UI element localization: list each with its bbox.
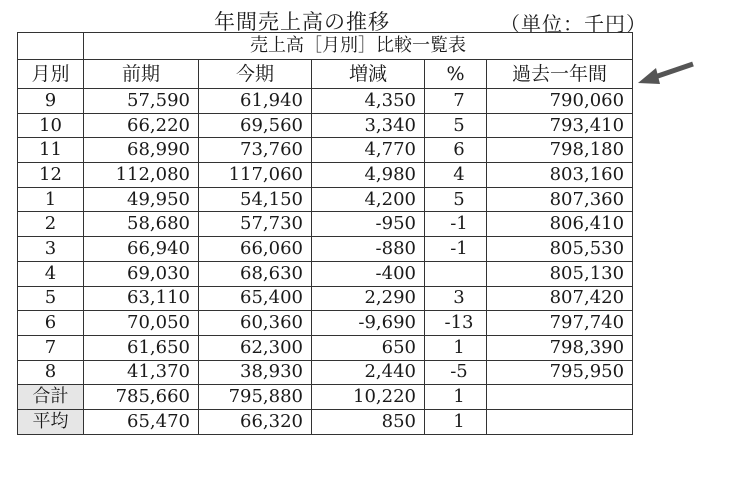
- previous-period-cell: 69,030: [84, 261, 199, 286]
- current-period-cell: 38,930: [199, 360, 312, 385]
- month-cell: 6: [18, 311, 84, 336]
- month-cell: 3: [18, 237, 84, 262]
- table-row: [18, 187, 633, 212]
- current-period-cell: 66,320: [199, 409, 312, 434]
- month-cell: 11: [18, 138, 84, 163]
- past-year-cell: 797,740: [487, 311, 633, 336]
- table-row: [18, 163, 633, 188]
- header-change: 増減: [312, 60, 425, 89]
- percent-cell: 1: [425, 409, 487, 434]
- header-percent: %: [425, 60, 487, 89]
- current-period-cell: 65,400: [199, 286, 312, 311]
- sales-comparison-table: [17, 32, 633, 435]
- month-cell: 5: [18, 286, 84, 311]
- current-period-cell: 68,630: [199, 261, 312, 286]
- change-cell: 2,440: [312, 360, 425, 385]
- header-past-year: 過去一年間: [487, 60, 633, 89]
- change-cell: -400: [312, 261, 425, 286]
- past-year-cell: 805,130: [487, 261, 633, 286]
- previous-period-cell: 68,990: [84, 138, 199, 163]
- current-period-cell: 60,360: [199, 311, 312, 336]
- percent-cell: 1: [425, 385, 487, 410]
- table-row: [18, 113, 633, 138]
- change-cell: 4,980: [312, 163, 425, 188]
- previous-period-cell: 66,940: [84, 237, 199, 262]
- past-year-cell: 795,950: [487, 360, 633, 385]
- past-year-cell: 807,360: [487, 187, 633, 212]
- month-cell: 1: [18, 187, 84, 212]
- past-year-cell: 803,160: [487, 163, 633, 188]
- table-row: [18, 360, 633, 385]
- table-row: [18, 212, 633, 237]
- previous-period-cell: 41,370: [84, 360, 199, 385]
- percent-cell: -13: [425, 311, 487, 336]
- summary-row: [18, 409, 633, 434]
- previous-period-cell: 58,680: [84, 212, 199, 237]
- table-row: [18, 237, 633, 262]
- past-year-cell: 798,180: [487, 138, 633, 163]
- previous-period-cell: 63,110: [84, 286, 199, 311]
- change-cell: -950: [312, 212, 425, 237]
- percent-cell: 4: [425, 163, 487, 188]
- current-period-cell: 69,560: [199, 113, 312, 138]
- percent-cell: 6: [425, 138, 487, 163]
- percent-cell: [425, 261, 487, 286]
- month-cell: 9: [18, 89, 84, 114]
- table-row: [18, 311, 633, 336]
- table-row: [18, 261, 633, 286]
- change-cell: -9,690: [312, 311, 425, 336]
- month-cell: 7: [18, 335, 84, 360]
- header-current-period: 今期: [199, 60, 312, 89]
- change-cell: 4,200: [312, 187, 425, 212]
- percent-cell: 5: [425, 113, 487, 138]
- table-caption: 売上高［月別］比較一覧表: [84, 33, 633, 60]
- arrow-left-icon: [638, 60, 696, 88]
- table-row: [18, 89, 633, 114]
- percent-cell: -5: [425, 360, 487, 385]
- current-period-cell: 54,150: [199, 187, 312, 212]
- table-row: [18, 138, 633, 163]
- change-cell: 10,220: [312, 385, 425, 410]
- percent-cell: 1: [425, 335, 487, 360]
- current-period-cell: 66,060: [199, 237, 312, 262]
- current-period-cell: 62,300: [199, 335, 312, 360]
- past-year-cell: [487, 409, 633, 434]
- page-title: 年間売上高の推移: [214, 10, 390, 34]
- past-year-cell: 798,390: [487, 335, 633, 360]
- corner-cell: [18, 33, 84, 60]
- previous-period-cell: 112,080: [84, 163, 199, 188]
- previous-period-cell: 49,950: [84, 187, 199, 212]
- header-row: [18, 60, 633, 89]
- month-cell: 10: [18, 113, 84, 138]
- month-cell: 12: [18, 163, 84, 188]
- past-year-cell: [487, 385, 633, 410]
- unit-label: （単位：千円）: [500, 12, 647, 36]
- change-cell: 4,350: [312, 89, 425, 114]
- current-period-cell: 61,940: [199, 89, 312, 114]
- previous-period-cell: 61,650: [84, 335, 199, 360]
- past-year-cell: 807,420: [487, 286, 633, 311]
- previous-period-cell: 785,660: [84, 385, 199, 410]
- change-cell: 4,770: [312, 138, 425, 163]
- summary-row: [18, 385, 633, 410]
- change-cell: -880: [312, 237, 425, 262]
- past-year-cell: 806,410: [487, 212, 633, 237]
- previous-period-cell: 66,220: [84, 113, 199, 138]
- current-period-cell: 73,760: [199, 138, 312, 163]
- month-cell: 平均: [18, 409, 84, 434]
- change-cell: 3,340: [312, 113, 425, 138]
- previous-period-cell: 65,470: [84, 409, 199, 434]
- percent-cell: 7: [425, 89, 487, 114]
- previous-period-cell: 70,050: [84, 311, 199, 336]
- percent-cell: 5: [425, 187, 487, 212]
- past-year-cell: 790,060: [487, 89, 633, 114]
- month-cell: 合計: [18, 385, 84, 410]
- past-year-cell: 805,530: [487, 237, 633, 262]
- change-cell: 2,290: [312, 286, 425, 311]
- month-cell: 2: [18, 212, 84, 237]
- header-previous-period: 前期: [84, 60, 199, 89]
- percent-cell: -1: [425, 212, 487, 237]
- table-row: [18, 335, 633, 360]
- change-cell: 650: [312, 335, 425, 360]
- current-period-cell: 57,730: [199, 212, 312, 237]
- current-period-cell: 795,880: [199, 385, 312, 410]
- month-cell: 8: [18, 360, 84, 385]
- previous-period-cell: 57,590: [84, 89, 199, 114]
- table-row: [18, 286, 633, 311]
- current-period-cell: 117,060: [199, 163, 312, 188]
- percent-cell: -1: [425, 237, 487, 262]
- header-month: 月別: [18, 60, 84, 89]
- month-cell: 4: [18, 261, 84, 286]
- percent-cell: 3: [425, 286, 487, 311]
- past-year-cell: 793,410: [487, 113, 633, 138]
- change-cell: 850: [312, 409, 425, 434]
